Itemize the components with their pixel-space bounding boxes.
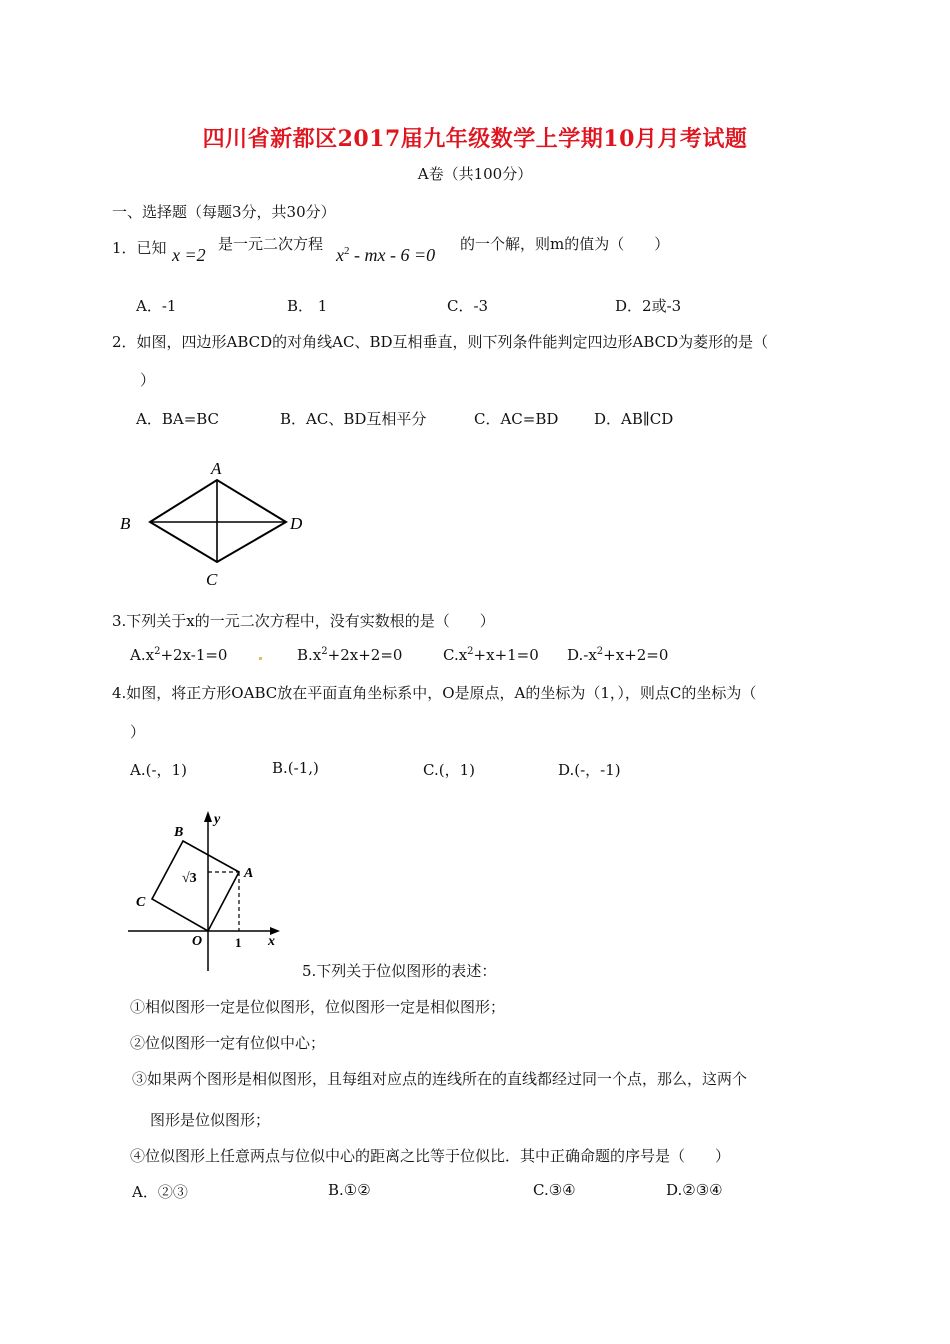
q2-option-b: B．AC、BD互相平分 xyxy=(280,410,427,428)
page-title: 四川省新都区2017届九年级数学上学期10月月考试题 xyxy=(202,126,748,152)
label-b: B xyxy=(174,825,184,840)
q5-item-3: ③如果两个图形是相似图形，且每组对应点的连线所在的直线都经过同一个点，那么，这两个 xyxy=(132,1070,748,1088)
q3-b-post: +2x+2=0 xyxy=(327,646,403,664)
q3-a-pre: A.x xyxy=(130,646,155,664)
q3-option-b xyxy=(297,646,402,664)
label-sqrt3: √3 xyxy=(182,871,197,886)
q5-option-c: C.③④ xyxy=(533,1181,576,1199)
q3-option-c xyxy=(443,646,539,664)
q5-item-3-cont: 图形是位似图形； xyxy=(150,1111,271,1129)
q1-eq2-base: x xyxy=(336,245,344,265)
section-heading: 一、选择题（每题3分，共30分） xyxy=(112,203,336,221)
q1-option-a: A．-1 xyxy=(136,297,177,315)
y-axis-arrow xyxy=(204,811,212,822)
label-d: D xyxy=(290,514,303,533)
square-oabc xyxy=(152,841,239,931)
label-b: B xyxy=(120,514,131,533)
q4-option-b: B.(-1,) xyxy=(272,759,319,777)
rhombus-diagram xyxy=(110,455,310,595)
q3-c-pre: C.x xyxy=(443,646,468,664)
q1-prefix: 1．已知 xyxy=(112,239,167,257)
stray-dot xyxy=(259,657,262,660)
q3-d-post: +x+2=0 xyxy=(603,646,669,664)
label-y: y xyxy=(214,812,221,827)
q1-eq2-exp: 2 xyxy=(344,245,350,257)
q3-d-pre: D.-x xyxy=(567,646,597,664)
q1-equation-x xyxy=(172,245,206,266)
q5-option-b: B.①② xyxy=(328,1181,371,1199)
q3-b-sup: 2 xyxy=(321,646,328,657)
q3-b-pre: B.x xyxy=(297,646,322,664)
q1-option-c: C．-3 xyxy=(447,297,489,315)
q2-option-a: A．BA=BC xyxy=(136,410,220,428)
q4-stem-line1: 4.如图，将正方形OABC放在平面直角坐标系中，O是原点，A的坐标为（1，），则点C的坐标为（ xyxy=(112,684,757,702)
q5-option-d: D.②③④ xyxy=(666,1181,723,1199)
q3-option-a xyxy=(130,646,227,664)
q5-item-4: ④位似图形上任意两点与位似中心的距离之比等于位似比．其中正确命题的序号是（ ） xyxy=(130,1147,731,1165)
q1-option-d: D．2或-3 xyxy=(615,297,682,315)
q1-equation xyxy=(336,245,435,266)
q3-c-post: +x+1=0 xyxy=(473,646,539,664)
q3-stem: 3.下列关于x的一元二次方程中，没有实数根的是（ ） xyxy=(112,612,495,630)
label-o: O xyxy=(192,934,203,949)
q1-option-b: B． 1 xyxy=(287,297,328,315)
q4-option-c: C.(，1) xyxy=(423,761,475,779)
q2-option-d: D．AB∥CD xyxy=(594,410,674,428)
label-one: 1 xyxy=(235,935,242,950)
q4-option-a: A.(-，1) xyxy=(130,761,187,779)
q3-c-sup: 2 xyxy=(467,646,474,657)
q4-stem-line2: ） xyxy=(130,723,146,741)
q4-option-d: D.(-，-1) xyxy=(558,761,621,779)
q1-middle: 是一元二次方程 xyxy=(218,235,324,253)
label-a: A xyxy=(211,459,222,478)
q3-d-sup: 2 xyxy=(596,646,604,657)
q3-option-d xyxy=(567,646,668,664)
q1-eq1: x =2 xyxy=(172,245,206,265)
q5-item-2: ②位似图形一定有位似中心； xyxy=(130,1034,326,1052)
q5-stem: 5.下列关于位似图形的表述： xyxy=(302,962,497,980)
q5-item-1: ①相似图形一定是位似图形，位似图形一定是相似图形； xyxy=(130,998,506,1016)
q1-eq2-rest: - mx - 6 =0 xyxy=(349,245,436,265)
label-x: x xyxy=(268,934,275,949)
label-a: A xyxy=(244,866,254,881)
q3-a-post: +2x-1=0 xyxy=(160,646,228,664)
q2-option-c: C．AC=BD xyxy=(474,410,559,428)
q5-option-a: A．②③ xyxy=(132,1183,188,1201)
label-c: C xyxy=(136,895,146,910)
page-subtitle: A卷（共100分） xyxy=(417,165,533,183)
q3-a-sup: 2 xyxy=(154,646,161,657)
label-c: C xyxy=(206,570,218,589)
q1-suffix: 的一个解，则m的值为（ ） xyxy=(460,235,670,253)
q2-stem-line2: ） xyxy=(140,371,156,389)
rhombus-outline xyxy=(150,480,286,562)
q2-stem-line1: 2．如图，四边形ABCD的对角线AC、BD互相垂直，则下列条件能判定四边形ABCD为菱形的是（ xyxy=(112,333,769,351)
coordinate-square-diagram xyxy=(122,805,287,975)
